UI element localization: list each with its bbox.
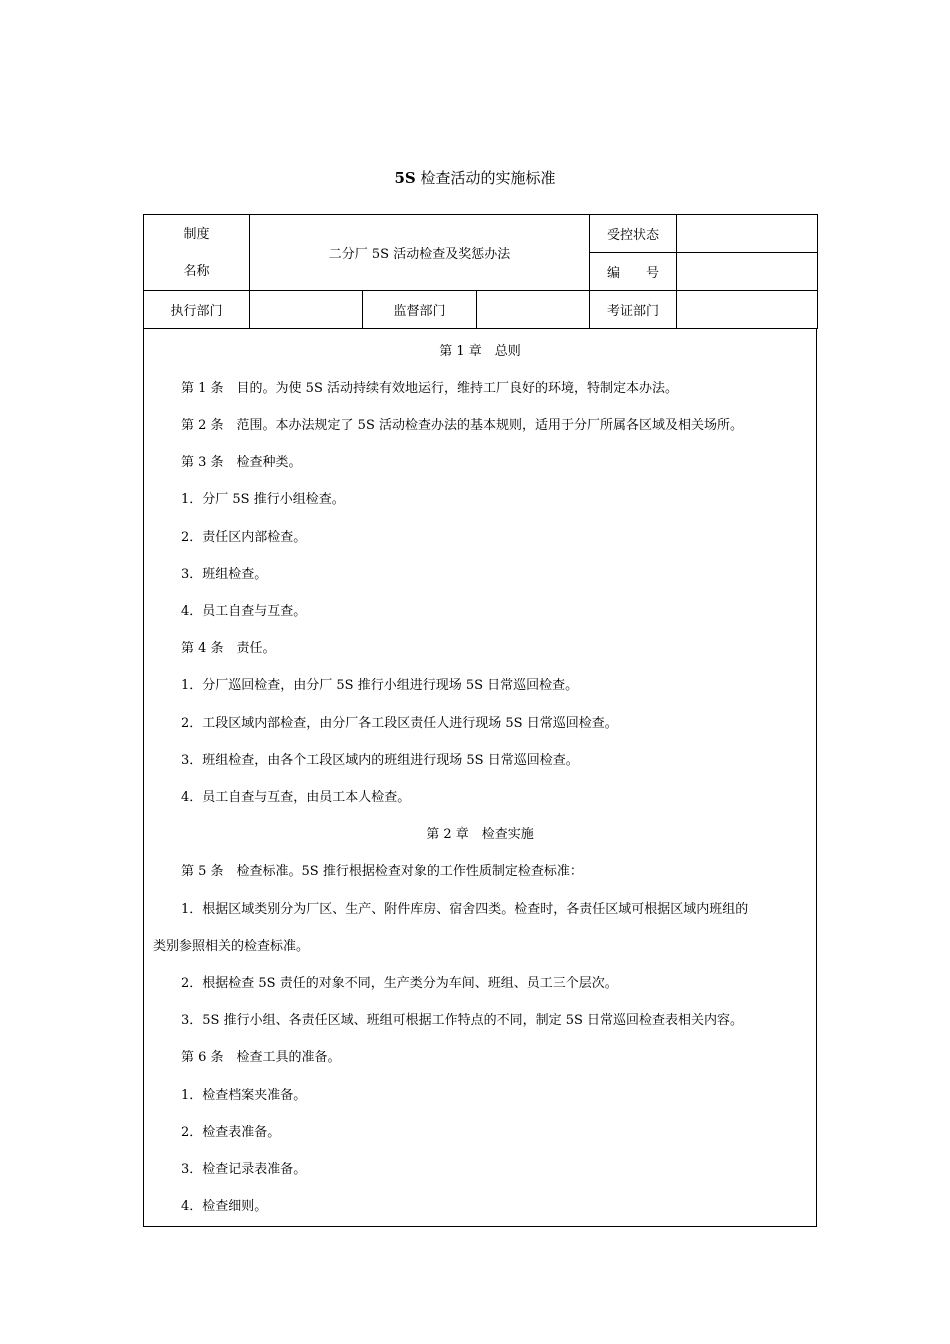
control-status-value xyxy=(677,215,818,253)
article-4: 第 4 条 责任。 xyxy=(181,641,276,656)
number-label: 编 号 xyxy=(590,253,677,291)
article-1: 第 1 条 目的。为使 5S 活动持续有效地运行，维持工厂良好的环境，特制定本办法。 xyxy=(181,381,678,396)
list-item: 4．员工自查与互查，由员工本人检查。 xyxy=(181,790,411,805)
supervise-dept-label: 监督部门 xyxy=(363,291,477,329)
system-name-label-line2: 名称 xyxy=(183,263,210,279)
chapter-1-heading: 第 1 章 总则 xyxy=(439,344,521,359)
article-5: 第 5 条 检查标准。5S 推行根据检查对象的工作性质制定检查标准： xyxy=(181,864,583,879)
number-value xyxy=(677,253,818,291)
list-item: 1．根据区域类别分为厂区、生产、附件库房、宿舍四类。检查时，各责任区域可根据区域内班组的 xyxy=(181,902,749,917)
list-item: 2．工段区域内部检查，由分厂各工段区责任人进行现场 5S 日常巡回检查。 xyxy=(181,716,618,731)
system-name-text: 二分厂 5S 活动检查及奖惩办法 xyxy=(328,247,511,262)
list-item: 3．班组检查，由各个工段区域内的班组进行现场 5S 日常巡回检查。 xyxy=(181,753,579,768)
list-item: 3．检查记录表准备。 xyxy=(181,1162,307,1177)
list-item: 3．班组检查。 xyxy=(181,567,268,582)
system-name-label-line1: 制度 xyxy=(183,226,210,242)
header-table xyxy=(143,214,818,329)
chapter-2-heading: 第 2 章 检查实施 xyxy=(426,827,534,842)
verify-dept-label: 考证部门 xyxy=(590,291,677,329)
list-item: 2．责任区内部检查。 xyxy=(181,530,307,545)
system-name-label-cell xyxy=(144,215,250,291)
document-title xyxy=(0,168,950,188)
exec-dept-label: 执行部门 xyxy=(144,291,250,329)
exec-dept-value xyxy=(250,291,363,329)
article-2: 第 2 条 范围。本办法规定了 5S 活动检查办法的基本规则，适用于分厂所属各区域及相关场所。 xyxy=(181,418,743,433)
article-6: 第 6 条 检查工具的准备。 xyxy=(181,1050,341,1065)
list-item: 4．员工自查与互查。 xyxy=(181,604,307,619)
document-body xyxy=(143,328,817,1227)
list-item-continuation: 类别参照相关的检查标准。 xyxy=(153,939,310,954)
list-item: 4．检查细则。 xyxy=(181,1199,268,1214)
supervise-dept-value xyxy=(477,291,590,329)
list-item: 1．分厂巡回检查，由分厂 5S 推行小组进行现场 5S 日常巡回检查。 xyxy=(181,678,579,693)
document-title-text: 检查活动的实施标准 xyxy=(420,169,556,187)
list-item: 1．分厂 5S 推行小组检查。 xyxy=(181,492,345,507)
list-item: 1．检查档案夹准备。 xyxy=(181,1088,307,1103)
list-item: 2．根据检查 5S 责任的对象不同，生产类分为车间、班组、员工三个层次。 xyxy=(181,976,618,991)
list-item: 3．5S 推行小组、各责任区域、班组可根据工作特点的不同，制定 5S 日常巡回检查表相关内容。 xyxy=(181,1013,744,1028)
list-item: 2．检查表准备。 xyxy=(181,1125,281,1140)
document-title-bold: 5S xyxy=(394,169,416,187)
control-status-label: 受控状态 xyxy=(590,215,677,253)
article-3: 第 3 条 检查种类。 xyxy=(181,455,302,470)
verify-dept-value xyxy=(677,291,818,329)
system-name-value xyxy=(250,215,590,291)
